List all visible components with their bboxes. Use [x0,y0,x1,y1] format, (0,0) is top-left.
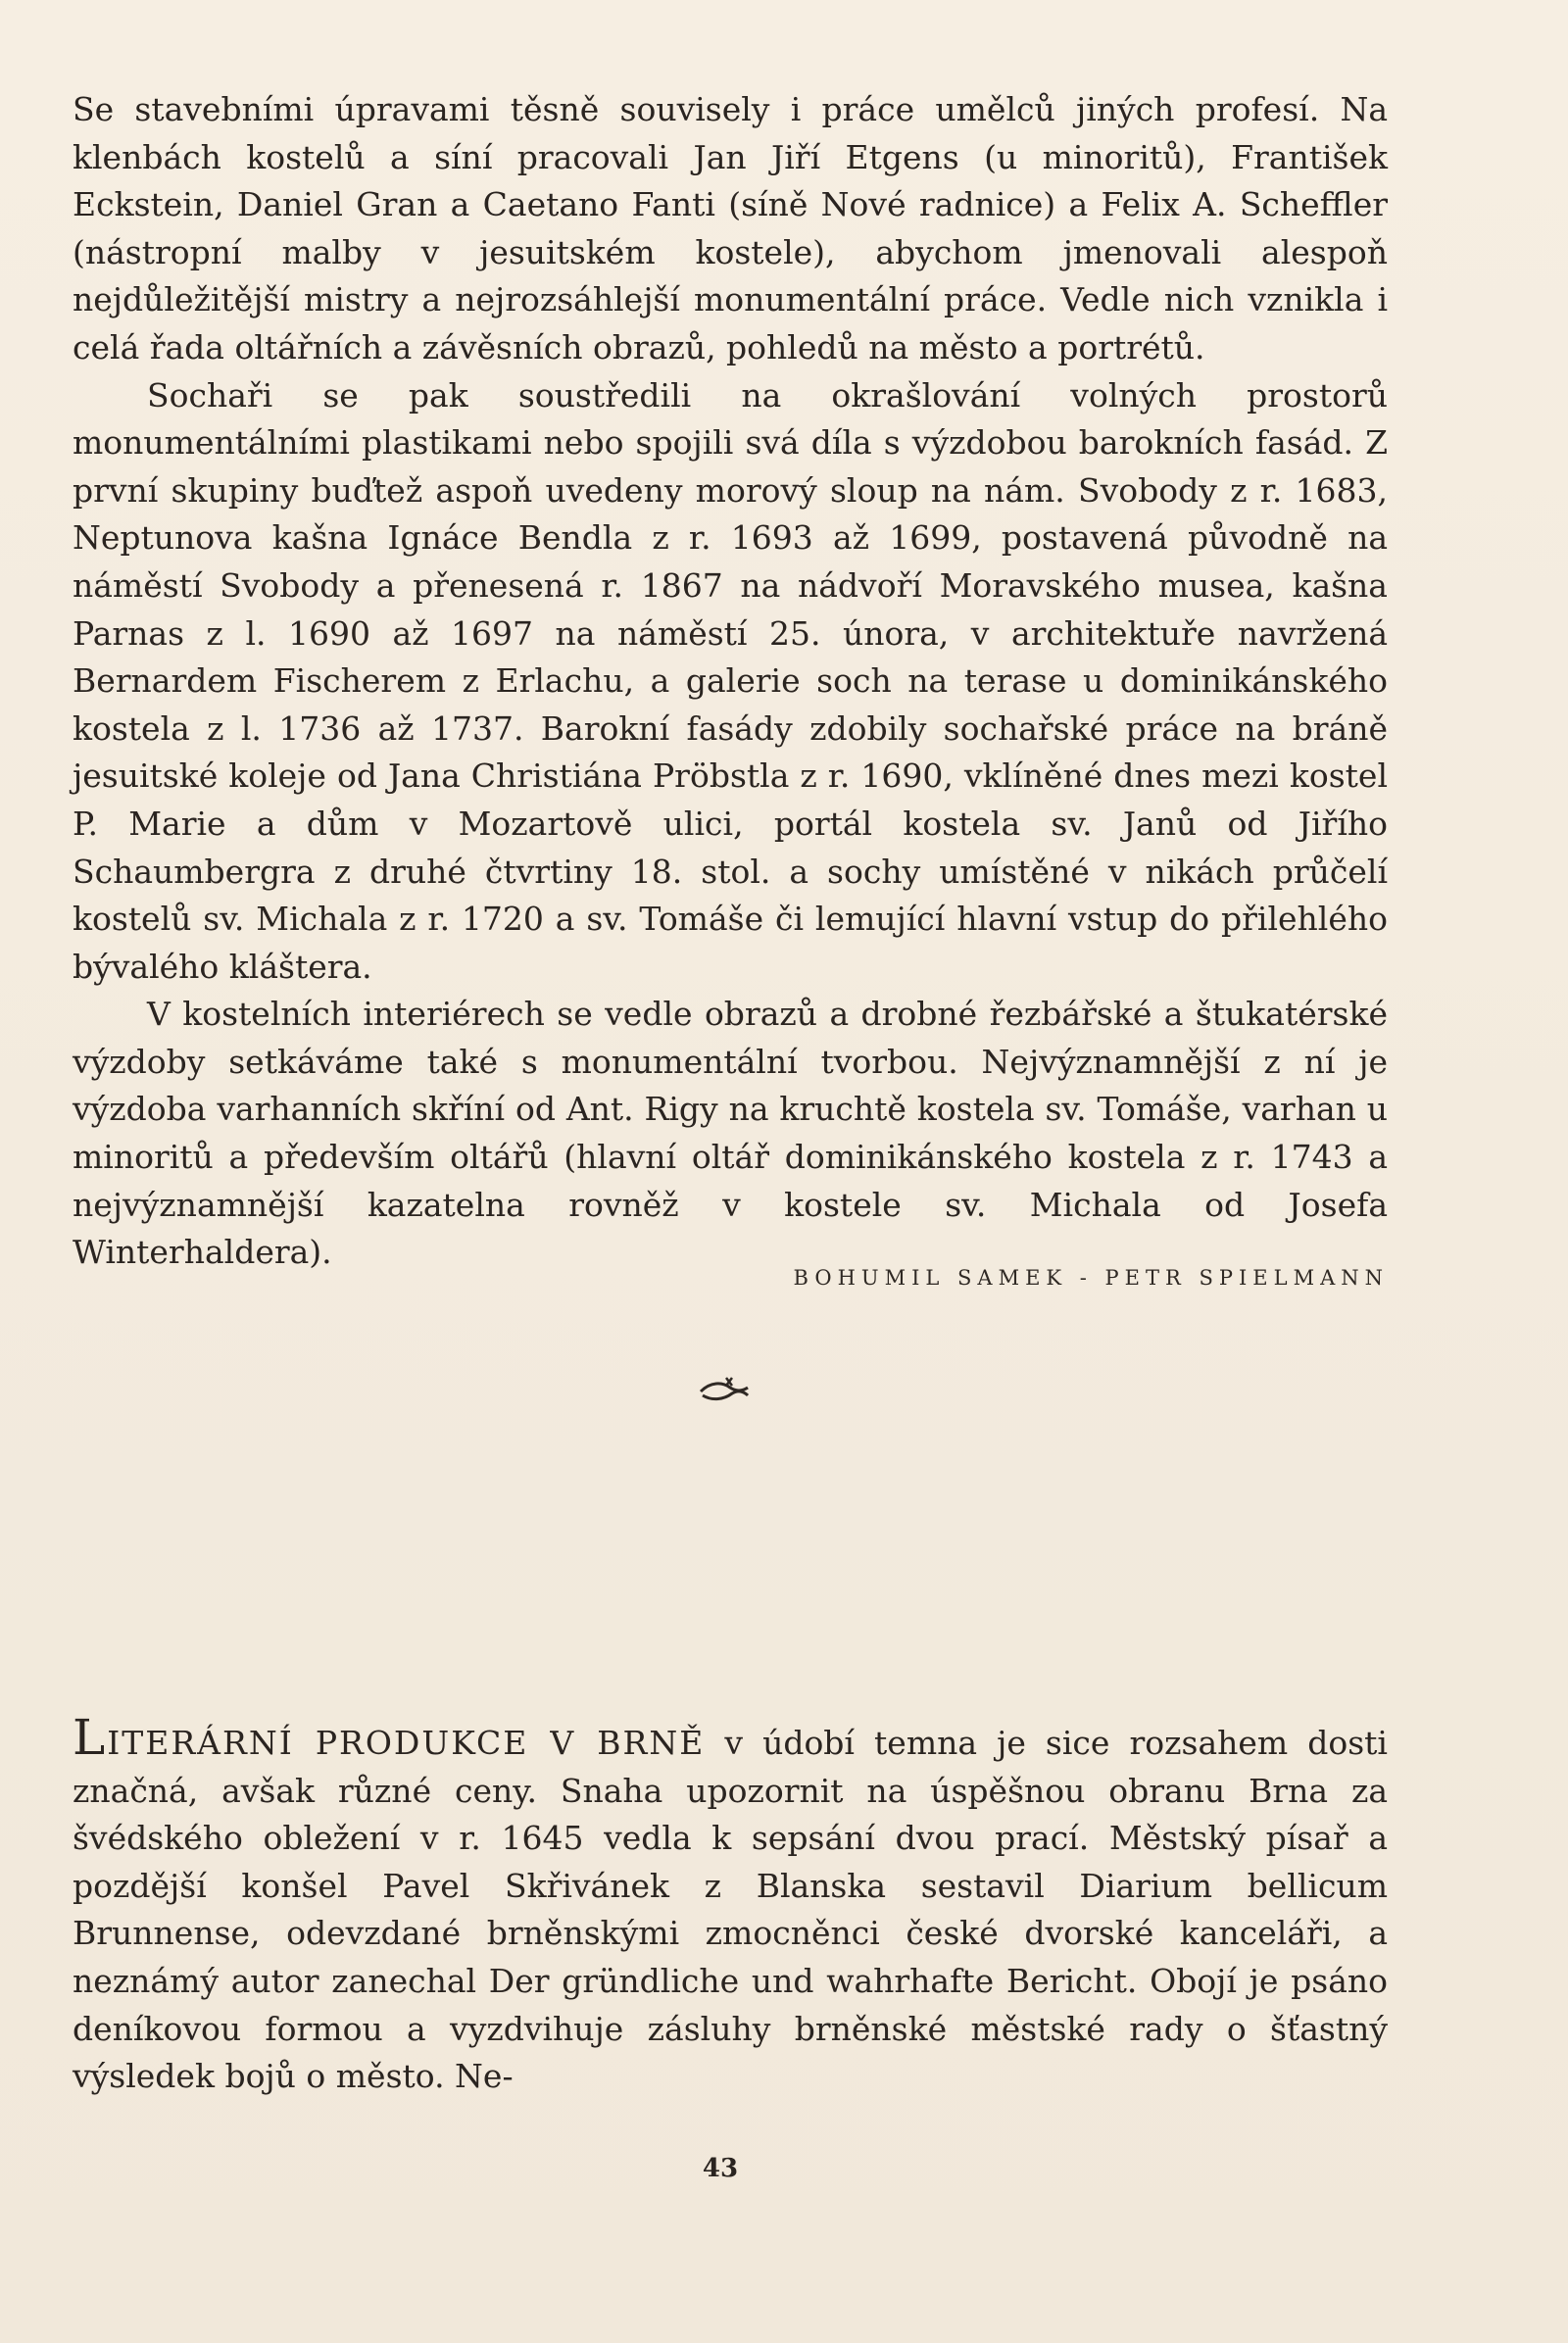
fleuron-ornament-icon [697,1372,752,1405]
page-number: 43 [702,2154,739,2183]
section-lead-in [73,1709,706,1766]
lead-in-small-caps: ITERÁRNÍ PRODUKCE V BRNĚ [107,1724,706,1762]
paragraph [73,1709,1388,2101]
paragraph: Se stavebními úpravami těsně souvisely i práce umělců jiných profesí. Na klenbách kostelů a síní pracovali Jan Jiří Etgens (u minoritů), František Eckstein, Daniel Gran a Caetano Fanti (síně Nové radnice) a Felix A. Scheffler (nástropní malby v jesuitském kostele), abychom jmenovali alespoň nejdůležitější mistry a nejrozsáhlejší monumentální práce. Vedle nich vznikla i celá řada oltářních a závěsních obrazů, pohledů na město a portrétů. [73,90,1388,366]
article-section-literary-production [73,1709,1388,2101]
paragraph: V kostelních interiérech se vedle obrazů a drobné řezbářské a štukatérské výzdoby setkáváme také s monumentální tvorbou. Nejvýznamnější z ní je výzdoba varhanních skříní od Ant. Rigy na kruchtě kostela sv. Tomáše, varhan u minoritů a především oltářů (hlavní oltář dominikánského kostela z r. 1743 a nejvýznamnější kazatelna rovněž v kostele sv. Michala od Josefa Winterhaldera). [73,995,1388,1272]
article-section-baroque-art [73,86,1388,1277]
paragraph-text: v údobí temna je sice rozsahem dosti značná, avšak různé ceny. Snaha upozornit na úspěšnou obranu Brna za švédského obležení v r. 1645 vedla k sepsání dvou prací. Městský písař a pozdější konšel Pavel Skřivánek z Blanska sestavil Diarium bellicum Brunnense, odevzdané brněnskými zmocněnci české dvorské kanceláři, a neznámý autor zanechal Der gründliche und wahrhafte Bericht. Obojí je psáno deníkovou formou a vyzdvihuje zásluhy brněnské městské rady o šťastný výsledek bojů o město. Ne- [73,1724,1388,2096]
author-signature: BOHUMIL SAMEK - PETR SPIELMANN [793,1266,1389,1290]
paragraph: Sochaři se pak soustředili na okrašlování volných prostorů monumentálními plastikami nebo spojili svá díla s výzdobou barokních fasád. Z první skupiny buďtež aspoň uvedeny morový sloup na nám. Svobody z r. 1683, Neptunova kašna Ignáce Bendla z r. 1693 až 1699, postavená původně na náměstí Svobody a přenesená r. 1867 na nádvoří Moravského musea, kašna Parnas z l. 1690 až 1697 na náměstí 25. února, v architektuře navržená Bernardem Fischerem z Erlachu, a galerie soch na terase u dominikánského kostela z l. 1736 až 1737. Barokní fasády zdobily sochařské práce na bráně jesuitské koleje od Jana Christiána Pröbstla z r. 1690, vklíněné dnes mezi kostel P. Marie a dům v Mozartově ulici, portál kostela sv. Janů od Jiřího Schaumbergra z druhé čtvrtiny 18. stol. a sochy umístěné v nikách průčelí kostelů sv. Michala z r. 1720 a sv. Tomáše či lemující hlavní vstup do přilehlého bývalého kláštera. [73,375,1388,986]
drop-cap-letter: L [73,1709,108,1766]
